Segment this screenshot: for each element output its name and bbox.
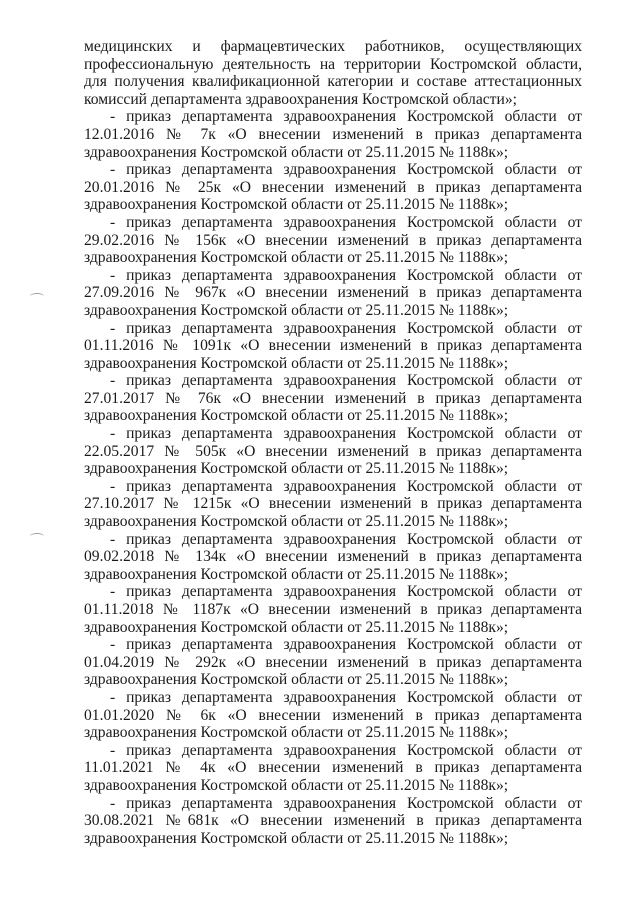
intro-paragraph: медицинских и фармацевтических работников, осуществляющих профессиональную деятельность на территории Костромской области, для получения квалификационной категории и составе аттестационных комиссий департамента здравоохранения Костромской области»; [84,38,582,108]
list-item: - приказ департамента здравоохранения Костромской области от 01.11.2016 № 1091к «О внесении изменений в приказ департамента здравоохранения Костромской области от 25.11.2015 № 1188к»; [84,319,582,372]
list-item: - приказ департамента здравоохранения Костромской области от 11.01.2021 № 4к «О внесении изменений в приказ департамента здравоохранения Костромской области от 25.11.2015 № 1188к»; [84,741,582,794]
list-item: - приказ департамента здравоохранения Костромской области от 27.09.2016 № 967к «О внесении изменений в приказ департамента здравоохранения Костромской области от 25.11.2015 № 1188к»; [84,266,582,319]
list-item: - приказ департамента здравоохранения Костромской области от 09.02.2018 № 134к «О внесении изменений в приказ департамента здравоохранения Костромской области от 25.11.2015 № 1188к»; [84,530,582,583]
list-item: - приказ департамента здравоохранения Костромской области от 01.04.2019 № 292к «О внесении изменений в приказ департамента здравоохранения Костромской области от 25.11.2015 № 1188к»; [84,636,582,689]
document-body [84,38,582,847]
list-item: - приказ департамента здравоохранения Костромской области от 01.11.2018 № 1187к «О внесении изменений в приказ департамента здравоохранения Костромской области от 25.11.2015 № 1188к»; [84,583,582,636]
list-item: - приказ департамента здравоохранения Костромской области от 30.08.2021 №681к «О внесении изменений в приказ департамента здравоохранения Костромской области от 25.11.2015 № 1188к»; [84,794,582,847]
list-item: - приказ департамента здравоохранения Костромской области от 29.02.2016 № 156к «О внесении изменений в приказ департамента здравоохранения Костромской области от 25.11.2015 № 1188к»; [84,213,582,267]
list-item: - приказ департамента здравоохранения Костромской области от 20.01.2016 № 25к «О внесении изменений в приказ департамента здравоохранения Костромской области от 25.11.2015 № 1188к»; [84,161,582,214]
list-item: - приказ департамента здравоохранения Костромской области от 22.05.2017 № 505к «О внесении изменений в приказ департамента здравоохранения Костромской области от 25.11.2015 № 1188к»; [84,425,582,478]
list-item: - приказ департамента здравоохранения Костромской области от 12.01.2016 № 7к «О внесении изменений в приказ департамента здравоохранения Костромской области от 25.11.2015 № 1188к»; [84,108,582,161]
list-item: - приказ департамента здравоохранения Костромской области от 27.10.2017 № 1215к «О внесении изменений в приказ департамента здравоохранения Костромской области от 25.11.2015 № 1188к»; [84,477,582,531]
margin-mark [30,293,44,300]
margin-mark [30,533,44,540]
list-item: - приказ департамента здравоохранения Костромской области от 27.01.2017 № 76к «О внесении изменений в приказ департамента здравоохранения Костромской области от 25.11.2015 № 1188к»; [84,372,582,425]
list-item: - приказ департамента здравоохранения Костромской области от 01.01.2020 № 6к «О внесении изменений в приказ департамента здравоохранения Костромской области от 25.11.2015 № 1188к»; [84,688,582,742]
